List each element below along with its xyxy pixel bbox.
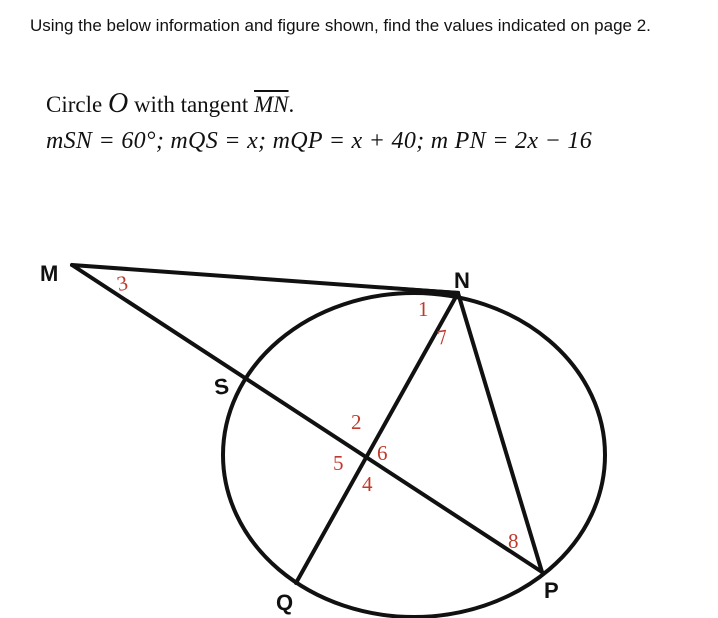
angle-5-label: 5 [333,451,344,475]
tangent-mn [72,265,458,293]
instructions-text: Using the below information and figure shown, find the values indicated on page 2. [30,16,651,35]
given-circle-prefix: Circle [46,92,103,117]
circle-o [223,293,605,617]
chord-qn [296,293,458,583]
angle-2-label: 2 [351,410,362,434]
point-m-label: M [40,261,59,286]
point-p-label: P [544,578,559,603]
angle-6-label: 6 [377,441,388,465]
given-period: . [288,92,295,117]
angle-4-label: 4 [362,472,373,496]
point-s-label: S [212,373,231,400]
given-tangent-text: with tangent [133,92,249,117]
angle-1-label: 1 [418,297,429,321]
point-q-label: Q [276,590,294,615]
chord-np [458,293,542,572]
given-tangent-segment: $\overline{MN}$ [254,92,289,117]
secant-mp [72,265,542,572]
given-circle-name: O [107,88,129,119]
angle-7-label: 7 [435,324,450,350]
angle-8-label: 8 [508,529,519,553]
given-arc-measures: mSN = 60°; mQS = x; mQP = x + 40; m PN = 2x − 16 [46,128,592,154]
point-n-label: N [454,268,470,293]
angle-3-label: 3 [114,270,130,296]
